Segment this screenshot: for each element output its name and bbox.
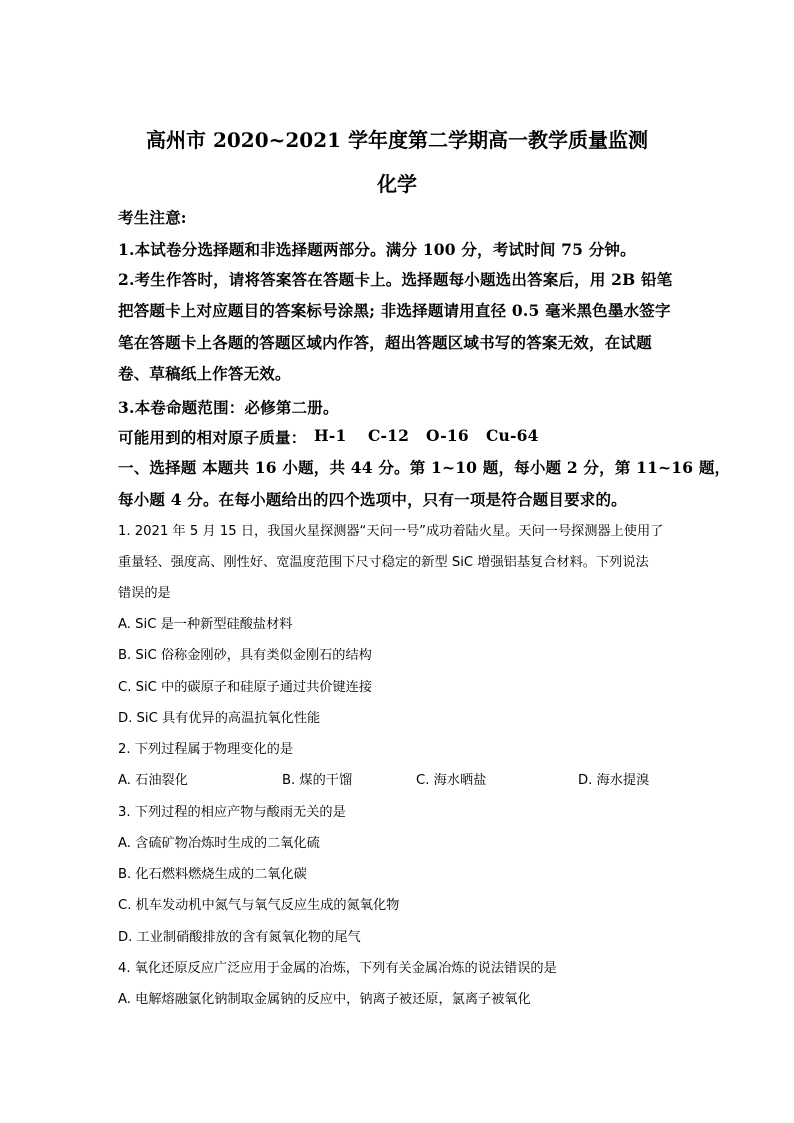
- question-2-option-c: C. 海水晒盐: [416, 773, 487, 788]
- question-1-stem-line-1: 1. 2021 年 5 月 15 日，我国火星探测器“天问一号”成功着陆火星。天问一号探测器上使用了: [118, 524, 664, 539]
- question-2-option-b: B. 煤的干馏: [282, 773, 353, 788]
- question-2-options: [118, 769, 678, 789]
- question-4-option-a: A. 电解熔融氯化钠制取金属钠的反应中，钠离子被还原，氯离子被氧化: [118, 992, 531, 1007]
- question-3-option-a: A. 含硫矿物冶炼时生成的二氧化硫: [118, 836, 320, 851]
- question-2-stem: 2. 下列过程属于物理变化的是: [118, 742, 294, 757]
- notice-item-2-line-1: 2.考生作答时，请将答案答在答题卡上。选择题每小题选出答案后，用 2B 铅笔: [118, 270, 673, 289]
- question-4-stem: 4. 氧化还原反应广泛应用于金属的冶炼，下列有关金属冶炼的说法错误的是: [118, 961, 557, 976]
- atomic-masses: [118, 426, 678, 446]
- atomic-mass-item: H-1: [314, 426, 347, 445]
- question-2-option-d: D. 海水提溴: [578, 773, 650, 788]
- question-1-stem-line-3: 错误的是: [118, 586, 171, 601]
- question-1-option-d: D. SiC 具有优异的高温抗氧化性能: [118, 711, 321, 726]
- section-1-instructions-line-2: 每小题 4 分。在每小题给出的四个选项中，只有一项是符合题目要求的。: [118, 490, 627, 509]
- notice-item-3: 3.本卷命题范围：必修第二册。: [118, 398, 339, 417]
- question-3-option-b: B. 化石燃料燃烧生成的二氧化碳: [118, 867, 307, 882]
- subject-title: 化学: [377, 172, 417, 196]
- notice-heading: 考生注意:: [118, 208, 187, 227]
- atomic-mass-item: C-12: [368, 426, 410, 445]
- notice-item-2-line-2: 把答题卡上对应题目的答案标号涂黑; 非选择题请用直径 0.5 毫米黑色墨水签字: [118, 301, 671, 320]
- section-1-instructions-line-1: 一、选择题 本题共 16 小题，共 44 分。第 1~10 题，每小题 2 分，第 11~16 题，: [118, 458, 731, 477]
- notice-item-2-line-4: 卷、草稿纸上作答无效。: [118, 364, 291, 383]
- notice-item-2-line-3: 笔在答题卡上各题的答题区域内作答，超出答题区域书写的答案无效，在试题: [118, 333, 652, 352]
- question-1-option-c: C. SiC 中的碳原子和硅原子通过共价键连接: [118, 680, 373, 695]
- question-1-stem-line-2: 重量轻、强度高、刚性好、宽温度范围下尺寸稳定的新型 SiC 增强铝基复合材料。下列说法: [118, 555, 649, 570]
- question-2-option-a: A. 石油裂化: [118, 773, 188, 788]
- atomic-mass-item: Cu-64: [486, 426, 539, 445]
- notice-item-1: 1.本试卷分选择题和非选择题两部分。满分 100 分，考试时间 75 分钟。: [118, 240, 636, 259]
- question-3-option-c: C. 机车发动机中氮气与氧气反应生成的氮氧化物: [118, 898, 400, 913]
- atomic-masses-label: 可能用到的相对原子质量：: [118, 428, 307, 447]
- atomic-mass-item: O-16: [426, 426, 469, 445]
- question-3-stem: 3. 下列过程的相应产物与酸雨无关的是: [118, 805, 346, 820]
- exam-title: 高州市 2020~2021 学年度第二学期高一教学质量监测: [145, 128, 648, 152]
- question-1-option-b: B. SiC 俗称金刚砂，具有类似金刚石的结构: [118, 648, 372, 663]
- question-3-option-d: D. 工业制硝酸排放的含有氮氧化物的尾气: [118, 930, 361, 945]
- question-1-option-a: A. SiC 是一种新型硅酸盐材料: [118, 617, 293, 632]
